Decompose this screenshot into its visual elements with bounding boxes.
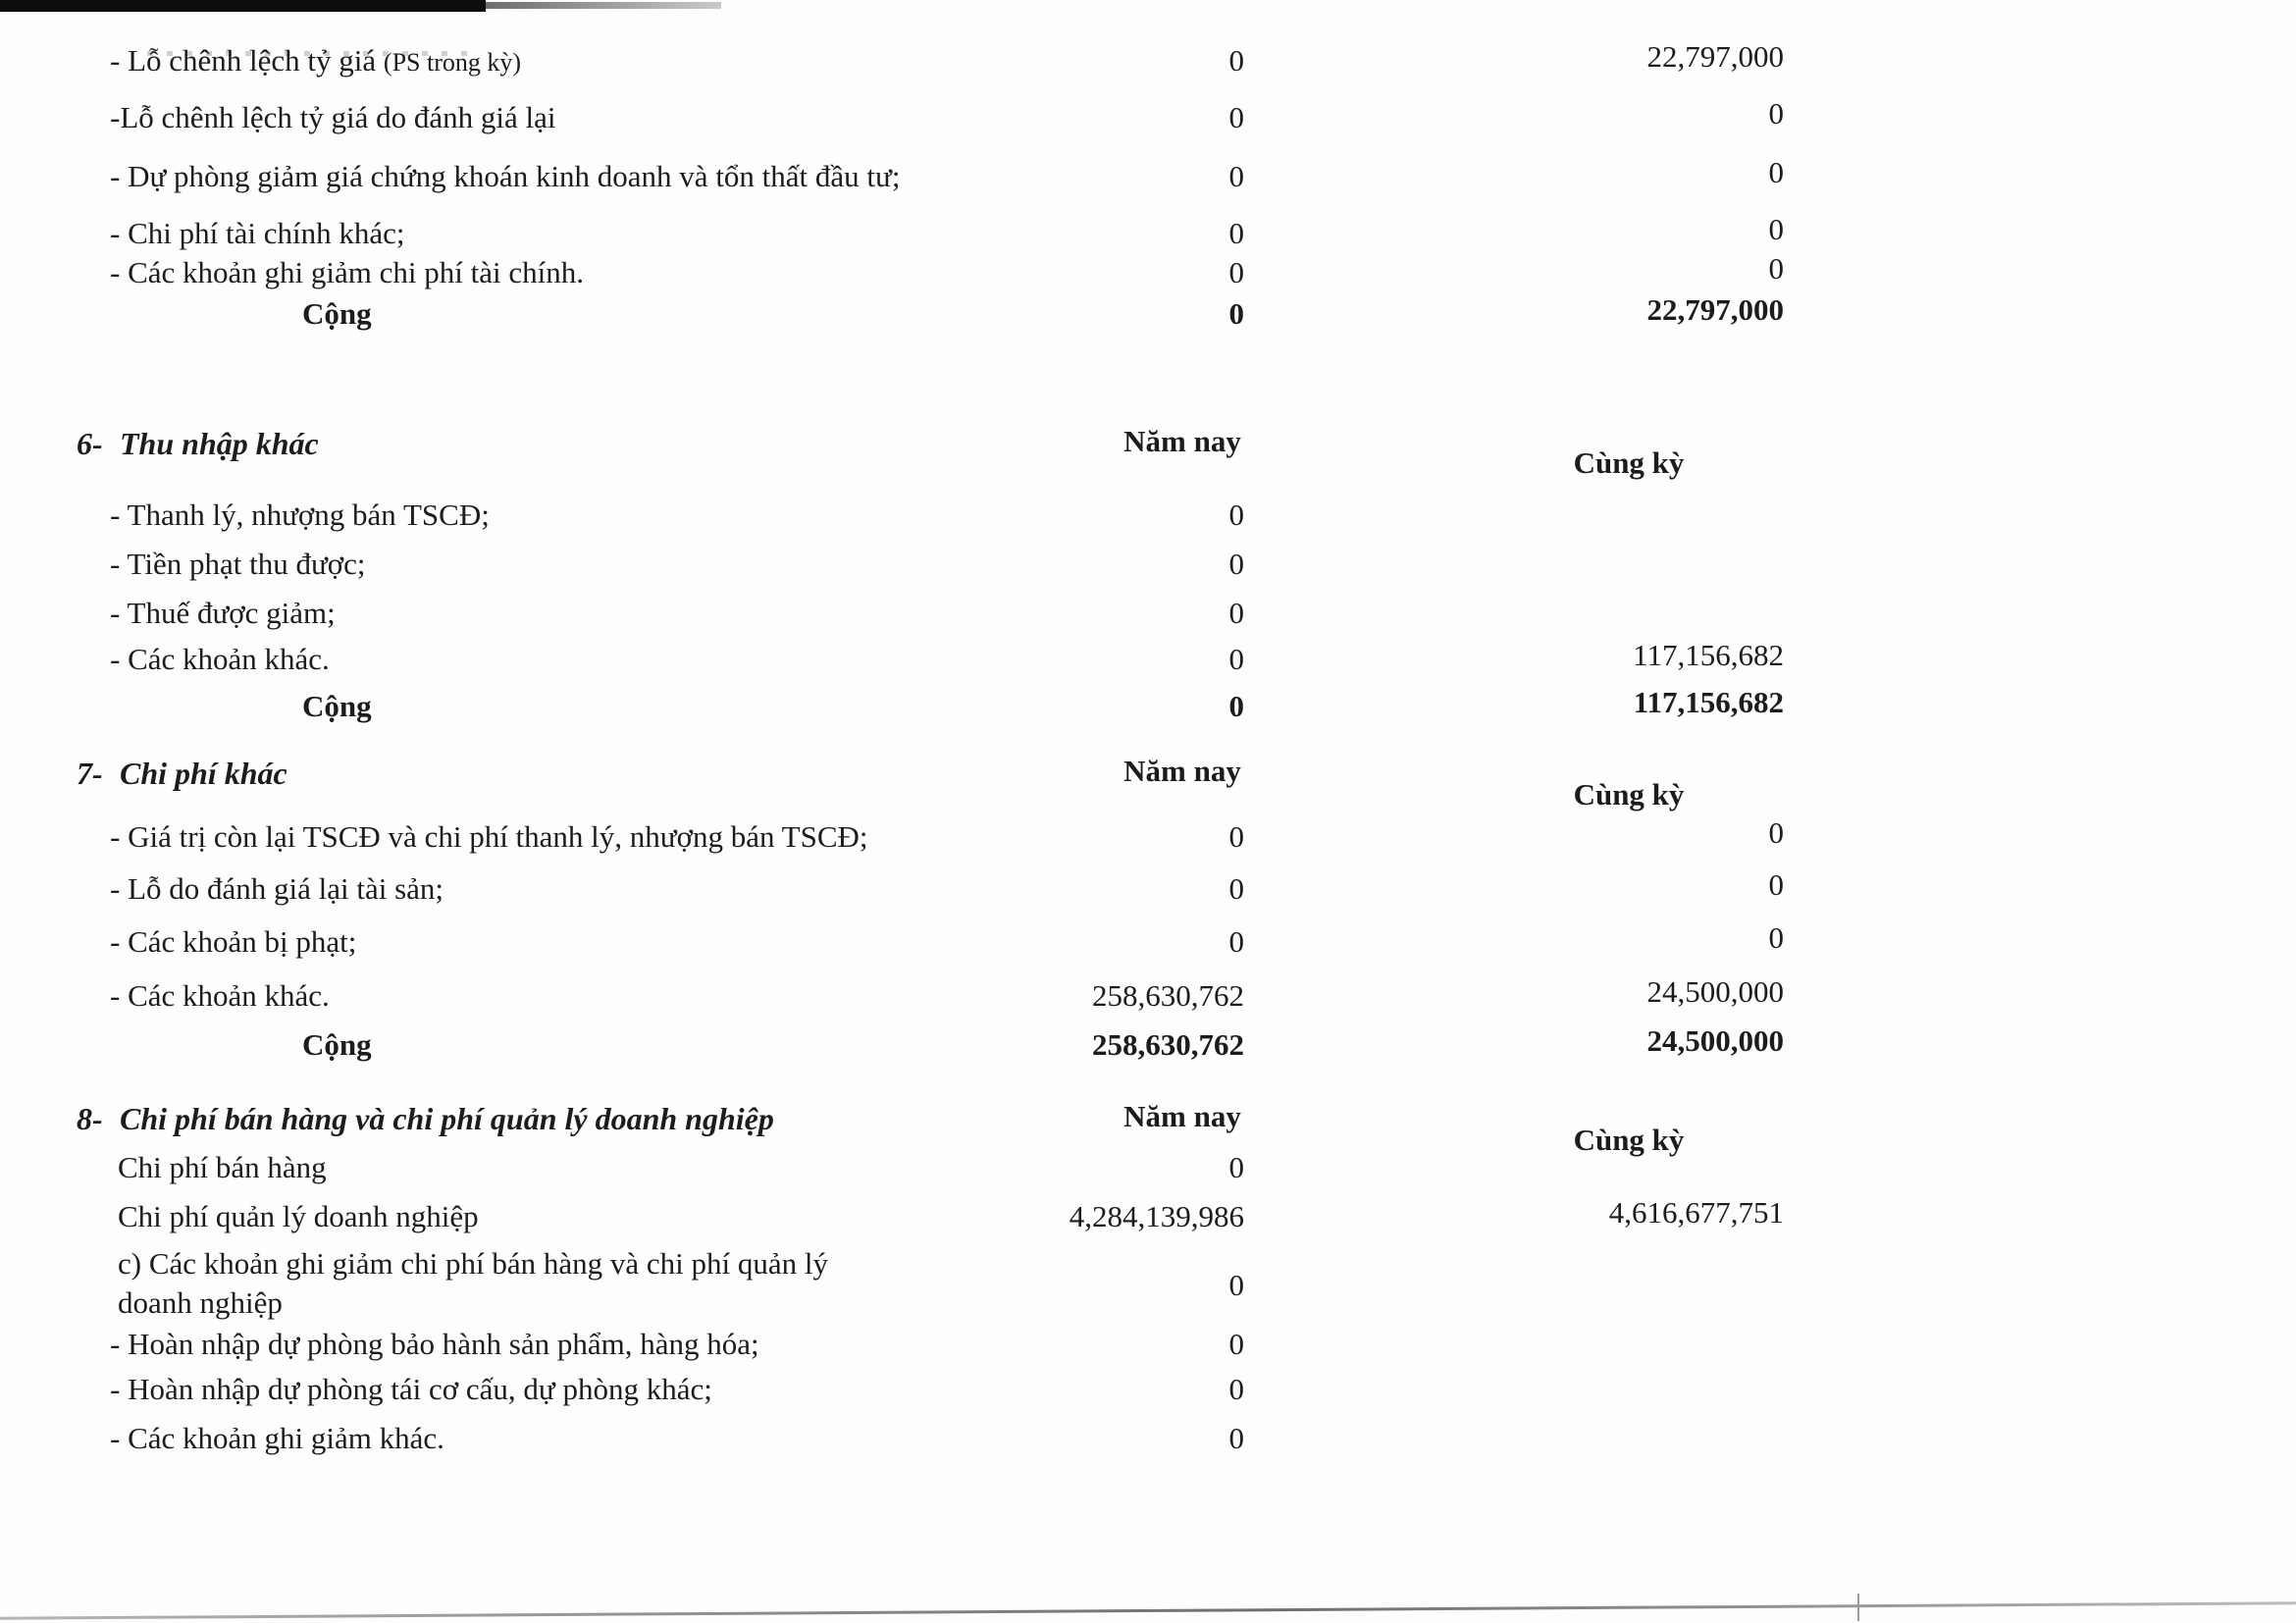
section-title: Chi phí bán hàng và chi phí quản lý doanh nghiệp: [120, 1101, 774, 1136]
total-value-nam-nay: 0: [1228, 689, 1244, 723]
row-label: - Giá trị còn lại TSCĐ và chi phí thanh lý, nhượng bán TSCĐ;: [110, 819, 868, 854]
total-value-nam-nay: 258,630,762: [1092, 1027, 1244, 1062]
row-label: - Các khoản ghi giảm chi phí tài chính.: [110, 255, 584, 289]
row-label: - Các khoản ghi giảm khác.: [110, 1421, 444, 1455]
row-label: - Hoàn nhập dự phòng tái cơ cấu, dự phòng khác;: [110, 1372, 712, 1406]
section-title: Thu nhập khác: [120, 426, 319, 461]
total-value-cung-ky: 22,797,000: [1646, 292, 1784, 327]
value-nam-nay: 0: [1228, 43, 1244, 78]
section-title: Chi phí khác: [120, 756, 287, 791]
total-label: Cộng: [302, 296, 372, 331]
value-cung-ky: 0: [1768, 155, 1784, 189]
row-label: - Thanh lý, nhượng bán TSCĐ;: [110, 497, 490, 532]
value-cung-ky: 24,500,000: [1646, 974, 1784, 1009]
row-label: - Các khoản khác.: [110, 642, 330, 676]
value-cung-ky: 0: [1768, 251, 1784, 286]
value-nam-nay: 0: [1228, 924, 1244, 959]
value-cung-ky: 117,156,682: [1633, 638, 1784, 672]
section-number: 6-: [77, 426, 103, 461]
col-header-nam-nay: Năm nay: [1123, 754, 1241, 788]
total-label: Cộng: [302, 689, 372, 723]
value-nam-nay: 0: [1228, 159, 1244, 193]
row-label: - Các khoản khác.: [110, 978, 330, 1013]
row-label-note: (PS trong kỳ): [383, 48, 522, 77]
page-edge-line: [0, 1601, 2296, 1620]
value-cung-ky: 0: [1768, 867, 1784, 902]
row-label: Chi phí bán hàng: [118, 1150, 327, 1184]
scan-artifact-top-bar-fade: [486, 2, 721, 9]
value-cung-ky: 0: [1768, 815, 1784, 850]
value-nam-nay: 0: [1228, 596, 1244, 630]
value-nam-nay: 0: [1228, 497, 1244, 532]
section-number: 7-: [77, 756, 103, 791]
row-label: - Các khoản bị phạt;: [110, 924, 357, 959]
value-cung-ky: 0: [1768, 920, 1784, 955]
section-heading: [77, 1099, 774, 1138]
col-header-cung-ky: Cùng kỳ: [1573, 777, 1685, 812]
value-cung-ky: 0: [1768, 96, 1784, 131]
value-nam-nay: 0: [1228, 642, 1244, 676]
row-label-text: - Lỗ chênh lệch tỷ giá: [110, 43, 384, 78]
value-nam-nay: 4,284,139,986: [1069, 1199, 1244, 1233]
row-label: - Lỗ do đánh giá lại tài sản;: [110, 871, 444, 906]
row-label: -Lỗ chênh lệch tỷ giá do đánh giá lại: [110, 100, 556, 134]
value-cung-ky: 22,797,000: [1646, 39, 1784, 74]
section-number: 8-: [77, 1101, 103, 1136]
row-label: c) Các khoản ghi giảm chi phí bán hàng và chi phí quản lý doanh nghiệp: [118, 1246, 829, 1320]
row-label: - Dự phòng giảm giá chứng khoán kinh doanh và tổn thất đầu tư;: [110, 159, 901, 193]
value-cung-ky: 0: [1768, 212, 1784, 246]
value-nam-nay: 0: [1228, 1421, 1244, 1455]
row-label: Chi phí quản lý doanh nghiệp: [118, 1199, 479, 1233]
row-label: - Tiền phạt thu được;: [110, 547, 366, 581]
value-nam-nay: 0: [1228, 100, 1244, 134]
row-label: [110, 41, 521, 82]
section-heading: [77, 754, 287, 793]
total-value-cung-ky: 117,156,682: [1633, 685, 1784, 719]
row-label: - Thuế được giảm;: [110, 596, 336, 630]
row-label: - Hoàn nhập dự phòng bảo hành sản phẩm, hàng hóa;: [110, 1327, 759, 1361]
row-label: - Chi phí tài chính khác;: [110, 216, 405, 250]
total-value-cung-ky: 24,500,000: [1646, 1023, 1784, 1058]
col-header-cung-ky: Cùng kỳ: [1573, 445, 1685, 480]
value-nam-nay: 258,630,762: [1092, 978, 1244, 1013]
value-nam-nay: 0: [1228, 216, 1244, 250]
total-value-nam-nay: 0: [1228, 296, 1244, 331]
col-header-nam-nay: Năm nay: [1123, 1099, 1241, 1133]
value-nam-nay: 0: [1228, 1327, 1244, 1361]
page-edge-tick: [1857, 1594, 1859, 1621]
col-header-cung-ky: Cùng kỳ: [1573, 1123, 1685, 1157]
section-heading: [77, 424, 319, 463]
scan-artifact-top-bar: [0, 0, 486, 12]
value-nam-nay: 0: [1228, 547, 1244, 581]
value-nam-nay: 0: [1228, 871, 1244, 906]
value-cung-ky: 4,616,677,751: [1608, 1195, 1784, 1230]
value-nam-nay: 0: [1228, 1150, 1244, 1184]
total-label: Cộng: [302, 1027, 372, 1062]
value-nam-nay: 0: [1228, 255, 1244, 289]
value-nam-nay: 0: [1228, 1372, 1244, 1406]
value-nam-nay: 0: [1228, 1268, 1244, 1302]
value-nam-nay: 0: [1228, 819, 1244, 854]
col-header-nam-nay: Năm nay: [1123, 424, 1241, 458]
